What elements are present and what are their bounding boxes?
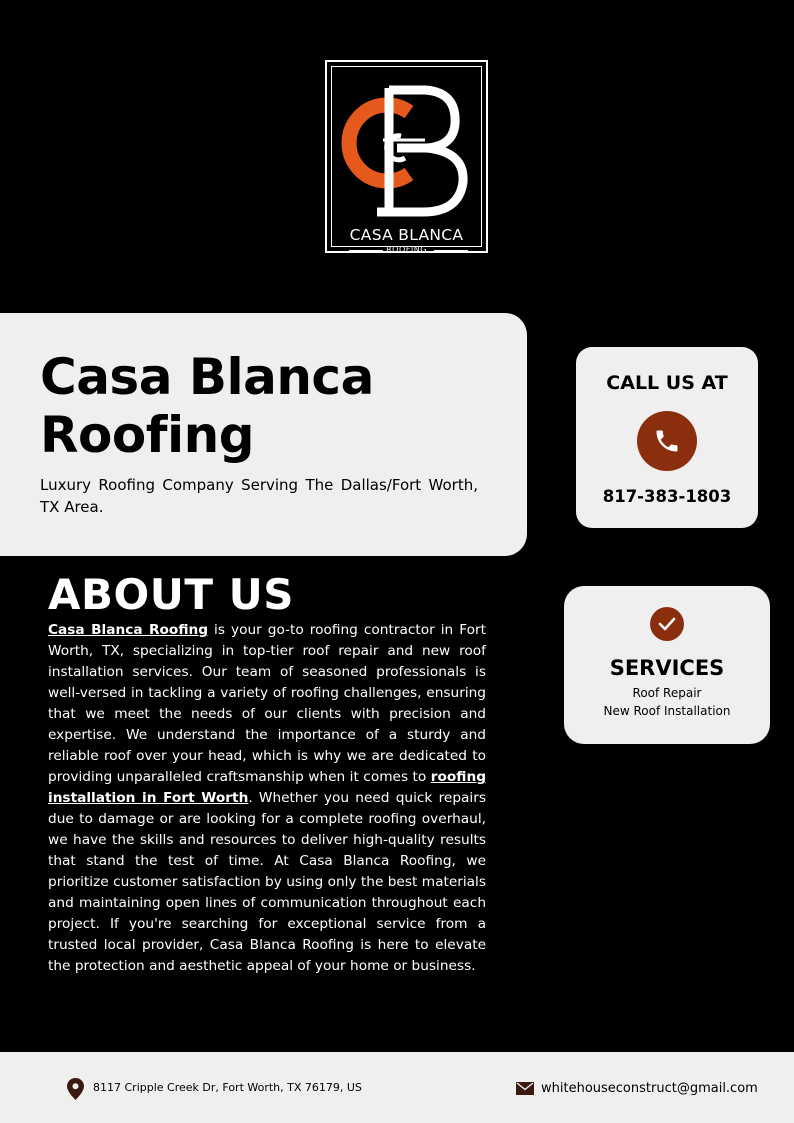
company-logo bbox=[325, 60, 488, 253]
mail-icon bbox=[516, 1082, 534, 1095]
services-title: SERVICES bbox=[609, 656, 725, 680]
roofing-installation-link[interactable]: roofing installation in Fort Worth bbox=[48, 769, 486, 806]
about-title: ABOUT US bbox=[48, 570, 294, 619]
location-pin-icon bbox=[67, 1078, 84, 1100]
logo-divider-right bbox=[434, 250, 468, 251]
about-text-part-1: is your go-to roofing contractor in Fort Worth, TX, specializing in top-tier roof repair and new roof installation services. Our team of seasoned professionals is well-versed in tackling a variety of roofing challenges, ensuring that we meet the needs of our clients with precision and expertise. We understand the importance of a sturdy and reliable roof over your head, which is why we are dedicated to providing unparalleled craftsmanship when it comes to bbox=[48, 622, 487, 785]
check-badge bbox=[650, 607, 684, 641]
hero-subtitle: Luxury Roofing Company Serving The Dallas/Fort Worth, TX Area. bbox=[40, 476, 478, 516]
footer-address: 8117 Cripple Creek Dr, Fort Worth, TX 76179, US bbox=[93, 1081, 362, 1094]
phone-button[interactable] bbox=[637, 411, 697, 471]
phone-number[interactable]: 817-383-1803 bbox=[602, 487, 732, 506]
footer-email[interactable]: whitehouseconstruct@gmail.com bbox=[541, 1081, 758, 1096]
service-item-roof-repair: Roof Repair bbox=[632, 686, 702, 700]
logo-subtext: ROOFING bbox=[386, 245, 427, 254]
about-text-part-2: . Whether you need quick repairs due to damage or are looking for a complete roofing overhaul, we have the skills and resources to deliver high-quality results that stand the test of time. At Casa Blanca Roofing, we prioritize customer satisfaction by using only the best materials and maintaining open lines of communication throughout each project. If you're searching for exceptional service from a trusted local provider, Casa Blanca Roofing is here to elevate the protection and aesthetic appeal of your home or business. bbox=[48, 790, 486, 974]
about-paragraph bbox=[48, 620, 486, 977]
check-icon bbox=[658, 616, 676, 632]
page-title: Casa Blanca Roofing bbox=[40, 348, 374, 464]
company-link[interactable]: Casa Blanca Roofing bbox=[48, 622, 209, 638]
call-title: CALL US AT bbox=[606, 372, 728, 394]
logo-wordmark: CASA BLANCA bbox=[349, 226, 464, 244]
phone-icon bbox=[653, 426, 681, 456]
service-item-new-roof: New Roof Installation bbox=[603, 704, 731, 718]
